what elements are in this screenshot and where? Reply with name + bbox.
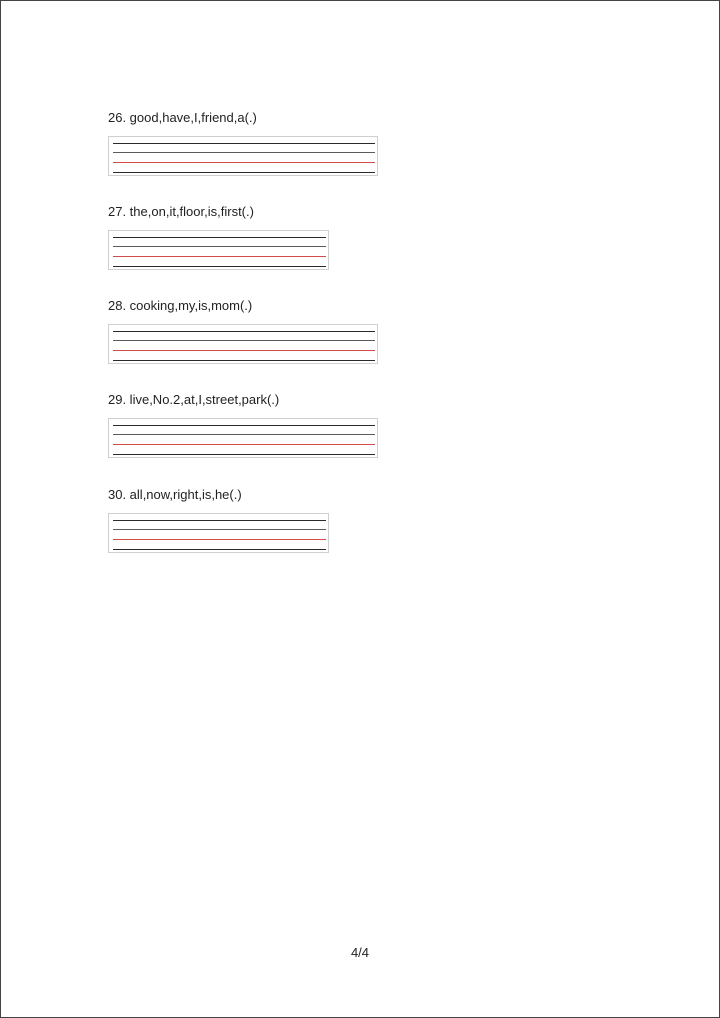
base-guide-line <box>113 454 375 455</box>
center-guide-line <box>113 444 375 445</box>
answer-writing-box[interactable] <box>108 230 329 270</box>
question-text: 29. live,No.2,at,I,street,park(.) <box>108 392 280 407</box>
question-text: 30. all,now,right,is,he(.) <box>108 487 242 502</box>
guide-line <box>113 331 375 332</box>
base-guide-line <box>113 172 375 173</box>
guide-line <box>113 237 326 238</box>
center-guide-line <box>113 350 375 351</box>
answer-writing-box[interactable] <box>108 324 378 364</box>
base-guide-line <box>113 266 326 267</box>
center-guide-line <box>113 256 326 257</box>
guide-line <box>113 434 375 435</box>
answer-writing-box[interactable] <box>108 418 378 458</box>
question-28 <box>108 298 378 364</box>
page-number: 4/4 <box>350 945 370 960</box>
center-guide-line <box>113 162 375 163</box>
guide-line <box>113 529 326 530</box>
answer-writing-box[interactable] <box>108 513 329 553</box>
question-26 <box>108 110 378 176</box>
base-guide-line <box>113 360 375 361</box>
answer-writing-box[interactable] <box>108 136 378 176</box>
guide-line <box>113 152 375 153</box>
question-text: 26. good,have,I,friend,a(.) <box>108 110 257 125</box>
center-guide-line <box>113 539 326 540</box>
guide-line <box>113 520 326 521</box>
guide-line <box>113 340 375 341</box>
guide-line <box>113 143 375 144</box>
question-27 <box>108 204 329 270</box>
guide-line <box>113 425 375 426</box>
base-guide-line <box>113 549 326 550</box>
guide-line <box>113 246 326 247</box>
question-text: 27. the,on,it,floor,is,first(.) <box>108 204 254 219</box>
question-text: 28. cooking,my,is,mom(.) <box>108 298 253 313</box>
question-29 <box>108 392 378 458</box>
question-30 <box>108 487 329 553</box>
